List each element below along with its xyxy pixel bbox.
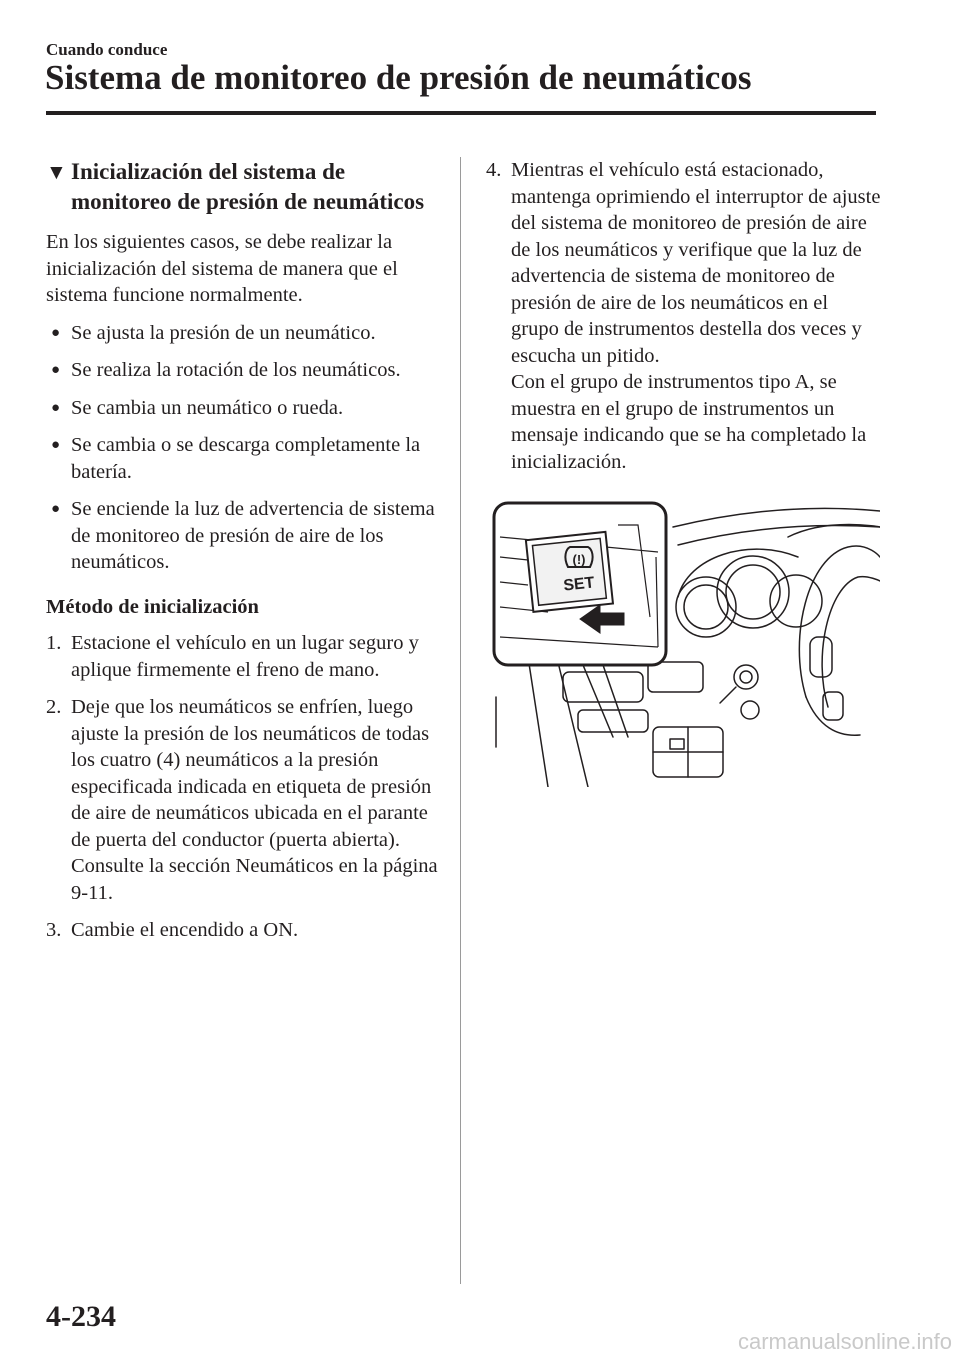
step-item: [46, 917, 438, 944]
step-item: [486, 157, 881, 475]
watermark: carmanualsonline.info: [737, 1329, 952, 1354]
bullet-item: [46, 320, 438, 347]
section-label: Cuando conduce: [46, 40, 168, 59]
step-text: [511, 157, 881, 475]
bullet-item: [46, 496, 438, 576]
step-number: 3.: [46, 919, 62, 941]
heading-line-2: monitoreo de presión de neumáticos: [71, 189, 425, 214]
title-rule: [46, 111, 876, 115]
set-switch-callout: [494, 503, 666, 665]
column-divider: [460, 157, 461, 1284]
bullet-text: Se cambia un neumático o rueda.: [71, 396, 344, 419]
set-label: SET: [562, 574, 596, 595]
bullet-text: Se ajusta la presión de un neumático.: [71, 321, 376, 344]
bullet-item: [46, 357, 438, 384]
bullet-text: Se cambia o se descarga completamente la batería.: [71, 434, 421, 483]
bullet-item: [46, 432, 438, 485]
right-column: [486, 157, 881, 486]
intro-paragraph: En los siguientes casos, se debe realizar la inicialización del sistema de manera que el sistema funcione normalmente.: [46, 231, 398, 306]
method-heading: Método de inicialización: [46, 595, 259, 618]
section-heading: [46, 157, 438, 217]
step-text-part-1: Mientras el vehículo está estacionado, mantenga oprimiendo el interruptor de ajuste del sistema de monitoreo de presión de aire de los neumáticos y verifique que la luz de advertencia de sistema de monitoreo de presión de aire de los neumáticos en el grupo de instrumentos destella dos veces y escucha un pitido.: [511, 159, 881, 367]
heading-line-1: Inicialización del sistema de: [71, 159, 346, 184]
bullet-icon: ●: [51, 399, 61, 416]
bullet-icon: ●: [51, 501, 61, 517]
bullet-text: Se enciende la luz de advertencia de sistema de monitoreo de presión de aire de los neumáticos.: [71, 498, 435, 573]
step-number: 4.: [486, 159, 502, 181]
bullet-icon: ●: [51, 437, 61, 453]
heading-text: [71, 157, 424, 217]
tire-warning-icon: (!): [572, 552, 586, 567]
page-number: 4-234: [46, 1300, 116, 1333]
step-item: [46, 630, 438, 683]
step-text-part-2: Con el grupo de instrumentos tipo A, se muestra en el grupo de instrumentos un mensaje indicando que se ha completado la inicialización.: [511, 371, 867, 473]
triangle-marker-icon: ▼: [46, 160, 67, 184]
step-text: Deje que los neumáticos se enfríen, luego ajuste la presión de los neumáticos de todas los cuatro (4) neumáticos a la presión especificada indicada en etiqueta de presión de aire de neumáticos ubicada en el parante de puerta del conductor (puerta abierta). Consulte la sección Neumáticos en la página 9-11.: [71, 696, 438, 904]
bullet-icon: ●: [51, 362, 61, 378]
step-item: [46, 694, 438, 906]
step-text: Estacione el vehículo en un lugar seguro y aplique firmemente el freno de mano.: [71, 632, 419, 681]
page-title: Sistema de monitoreo de presión de neumáticos: [45, 58, 752, 97]
dashboard-set-switch-illustration: [488, 497, 880, 787]
step-text: Cambie el encendido a ON.: [71, 919, 299, 941]
step-number: 2.: [46, 696, 62, 718]
bullet-text: Se realiza la rotación de los neumáticos.: [71, 359, 401, 381]
left-column: [46, 157, 438, 955]
bullet-icon: ●: [51, 324, 61, 341]
step-number: 1.: [46, 632, 62, 654]
bullet-item: [46, 395, 438, 422]
